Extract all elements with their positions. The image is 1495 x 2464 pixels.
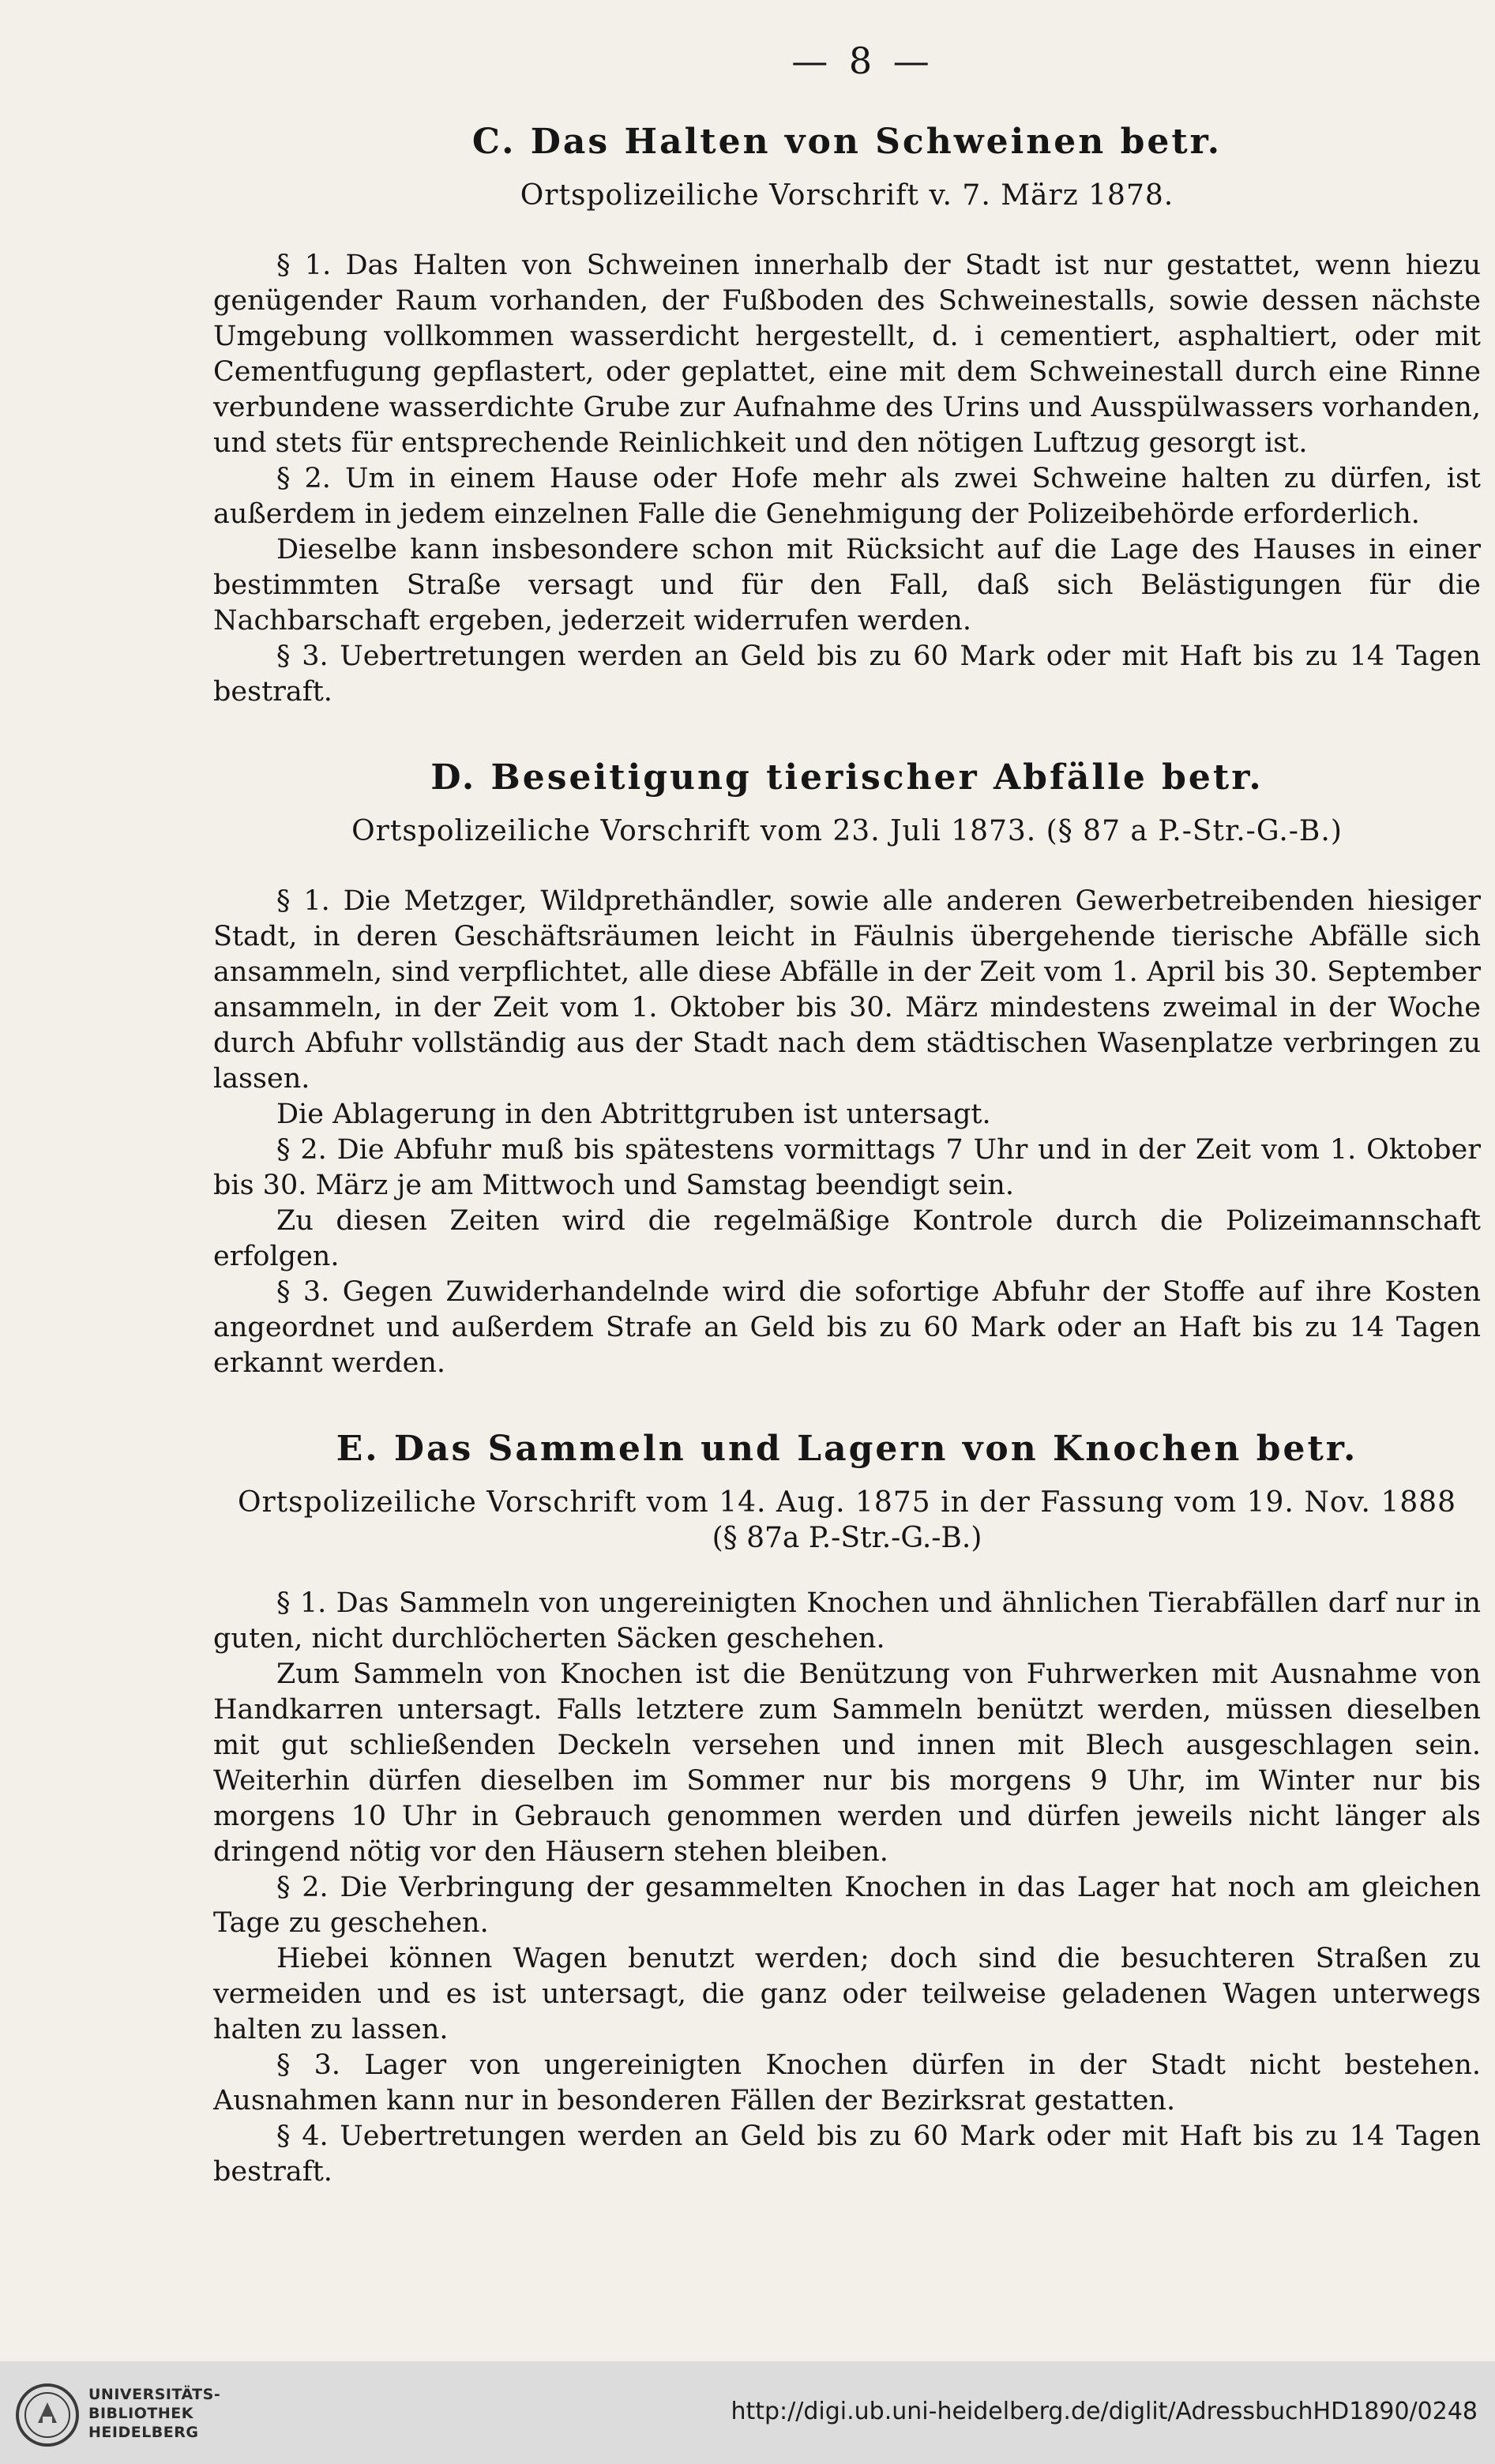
library-name: UNIVERSITÄTS- BIBLIOTHEK HEIDELBERG	[88, 2386, 221, 2441]
footer-bar	[0, 2361, 1495, 2464]
paragraph: Hiebei können Wagen benutzt werden; doch sind die besuchteren Straßen zu vermeiden und es ist untersagt, die ganz oder teilweise geladenen Wagen unterwegs halten zu lassen.	[213, 1943, 1481, 2045]
section-title: D. Beseitigung tierischer Abfälle betr.	[430, 757, 1264, 798]
section-subtitle-reference: (§ 87a P.-Str.-G.-B.)	[712, 1522, 982, 1554]
paragraph: § 2. Die Verbringung der gesammelten Knochen in das Lager hat noch am gleichen Tage zu geschehen.	[213, 1872, 1481, 1939]
section-title: C. Das Halten von Schweinen betr.	[471, 122, 1223, 162]
section-c	[213, 122, 1481, 710]
paragraph: § 1. Das Halten von Schweinen innerhalb der Stadt ist nur gestattet, wenn hiezu genügender Raum vorhanden, der Fußboden des Schweinestalls, sowie dessen nächste Umgebung vollkommen wasserdicht hergestellt, d. i cementiert, asphaltiert, oder mit Cementfugung gepflastert, oder geplattet, eine mit dem Schweinestall durch eine Rinne verbundene wasserdichte Grube zur Aufnahme des Urins und Ausspülwassers vorhanden, und stets für entsprechende Reinlichkeit und den nötigen Luftzug gesorgt ist.	[213, 250, 1481, 459]
paragraph: § 3. Uebertretungen werden an Geld bis zu 60 Mark oder mit Haft bis zu 14 Tagen bestraft.	[213, 640, 1481, 708]
section-d	[213, 757, 1481, 1381]
paragraph: § 1. Das Sammeln von ungereinigten Knochen und ähnlichen Tierabfällen darf nur in guten, nicht durchlöcherten Säcken geschehen.	[213, 1587, 1481, 1655]
university-seal-icon	[14, 2382, 81, 2448]
paragraph: § 2. Die Abfuhr muß bis spätestens vormittags 7 Uhr und in der Zeit vom 1. Oktober bis 30. März je am Mittwoch und Samstag beendigt sein.	[213, 1134, 1481, 1201]
paragraph: Zu diesen Zeiten wird die regelmäßige Kontrole durch die Polizeimannschaft erfolgen.	[213, 1205, 1481, 1272]
section-subtitle: Ortspolizeiliche Vorschrift vom 23. Juli 1873. (§ 87 a P.-Str.-G.-B.)	[351, 815, 1343, 847]
paragraph: § 4. Uebertretungen werden an Geld bis zu 60 Mark oder mit Haft bis zu 14 Tagen bestraft.	[213, 2120, 1481, 2188]
section-subtitle: Ortspolizeiliche Vorschrift v. 7. März 1878.	[520, 179, 1174, 212]
page-content	[213, 39, 1481, 2190]
paragraph: § 2. Um in einem Hause oder Hofe mehr als zwei Schweine halten zu dürfen, ist außerdem in jedem einzelnen Falle die Genehmigung der Polizeibehörde erforderlich.	[213, 463, 1481, 530]
section-title: E. Das Sammeln und Lagern von Knochen betr.	[336, 1429, 1358, 1469]
section-e	[213, 1429, 1481, 2190]
page-number: — 8 —	[791, 39, 934, 82]
paragraph: § 1. Die Metzger, Wildprethändler, sowie alle anderen Gewerbetreibenden hiesiger Stadt, in deren Geschäftsräumen leicht in Fäulnis übergehende tierische Abfälle sich ansammeln, sind verpflichtet, alle diese Abfälle in der Zeit vom 1. April bis 30. September ansammeln, in der Zeit vom 1. Oktober bis 30. März mindestens zweimal in der Woche durch Abfuhr vollständig aus der Stadt nach dem städtischen Wasenplatze verbringen zu lassen.	[213, 885, 1481, 1095]
paragraph: § 3. Gegen Zuwiderhandelnde wird die sofortige Abfuhr der Stoffe auf ihre Kosten angeordnet und außerdem Strafe an Geld bis zu 60 Mark oder an Haft bis zu 14 Tagen erkannt werden.	[213, 1276, 1481, 1379]
paragraph: Dieselbe kann insbesondere schon mit Rücksicht auf die Lage des Hauses in einer bestimmten Straße versagt und für den Fall, daß sich Belästigungen für die Nachbarschaft ergeben, jederzeit widerrufen werden.	[213, 534, 1481, 637]
source-url-link[interactable]: http://digi.ub.uni-heidelberg.de/diglit/AdressbuchHD1890/0248	[731, 2398, 1478, 2425]
section-subtitle: Ortspolizeiliche Vorschrift vom 14. Aug. 1875 in der Fassung vom 19. Nov. 1888	[237, 1486, 1457, 1519]
paragraph: Zum Sammeln von Knochen ist die Benützung von Fuhrwerken mit Ausnahme von Handkarren untersagt. Falls letztere zum Sammeln benützt werden, müssen dieselben mit gut schließenden Deckeln versehen und innen mit Blech ausgeschlagen sein. Weiterhin dürfen dieselben im Sommer nur bis morgens 9 Uhr, im Winter nur bis morgens 10 Uhr in Gebrauch genommen werden und dürfen jeweils nicht länger als dringend nötig vor den Häusern stehen bleiben.	[213, 1658, 1481, 1868]
paragraph: Die Ablagerung in den Abtrittgruben ist untersagt.	[276, 1099, 991, 1130]
paragraph: § 3. Lager von ungereinigten Knochen dürfen in der Stadt nicht bestehen. Ausnahmen kann nur in besonderen Fällen der Bezirksrat gestatten.	[213, 2049, 1481, 2117]
